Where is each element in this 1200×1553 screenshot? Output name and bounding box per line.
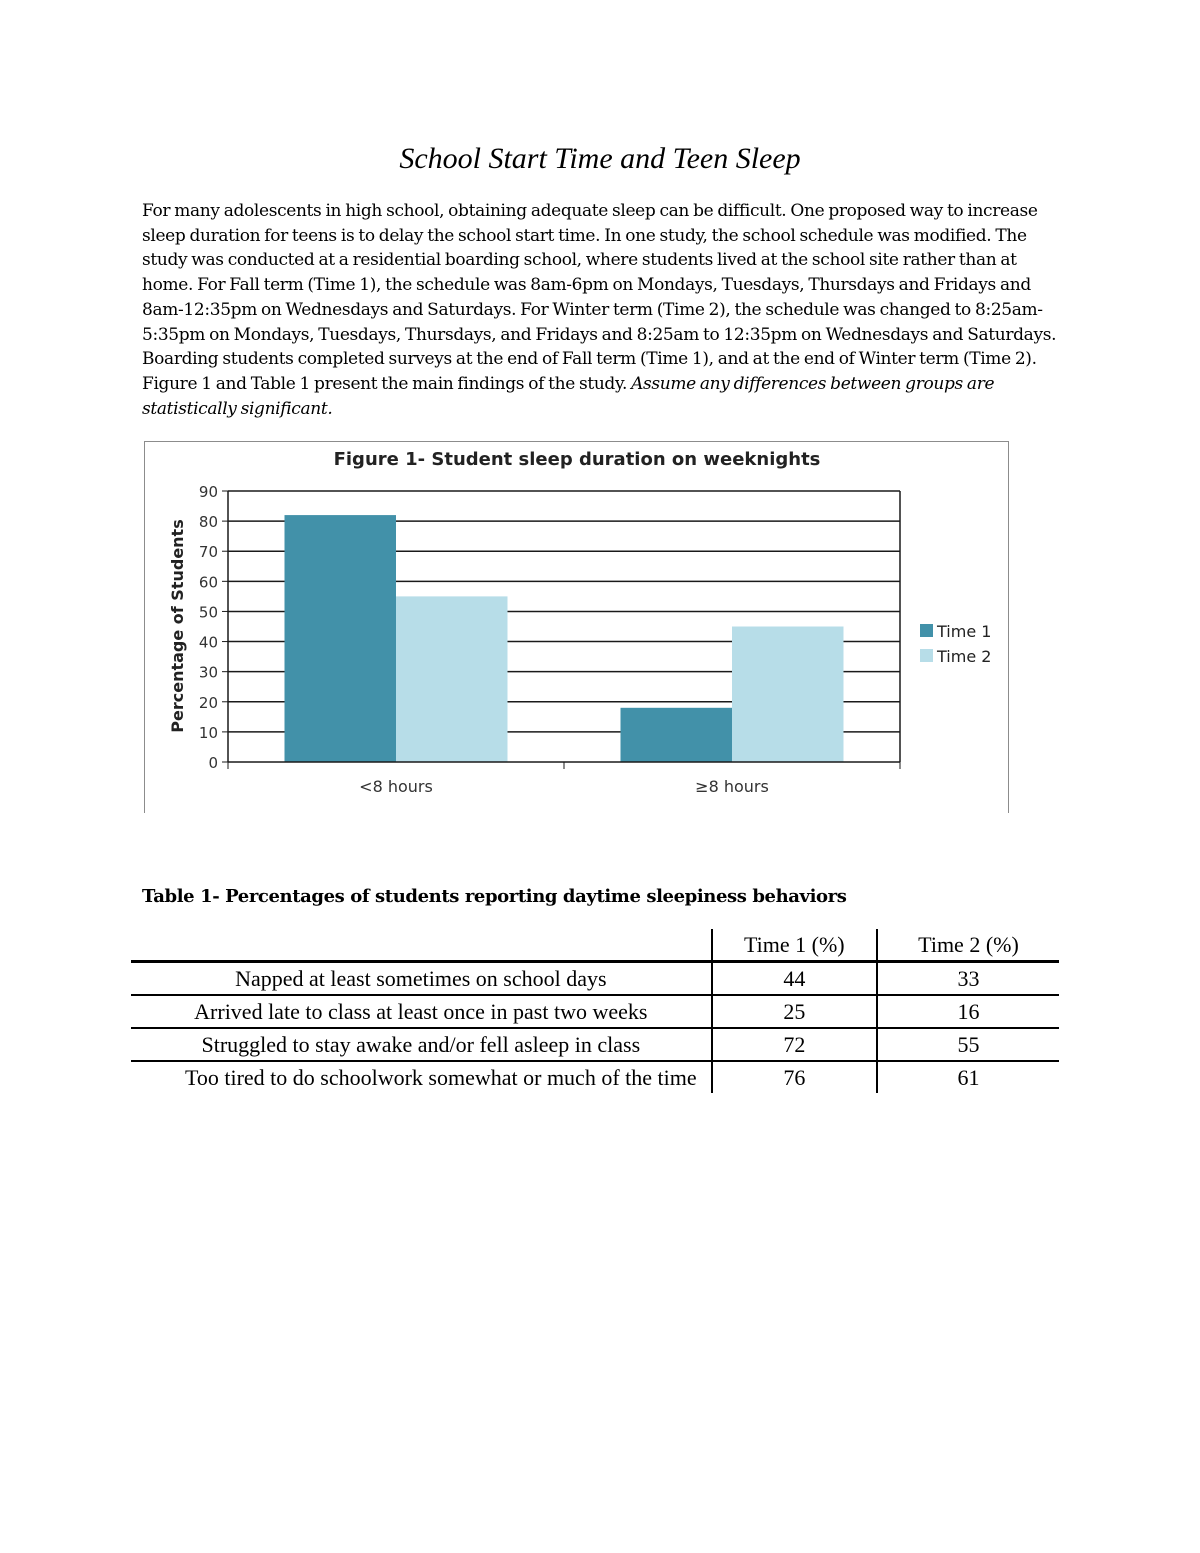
time2-value: 33 — [877, 962, 1059, 996]
bar-time-1 — [285, 515, 397, 762]
row-label: Too tired to do schoolwork somewhat or much of the time — [184, 1064, 697, 1090]
table-title: Table 1- Percentages of students reporting daytime sleepiness behaviors — [142, 886, 847, 907]
table-row — [131, 1061, 1059, 1093]
intro-text: For many adolescents in high school, obtaining adequate sleep can be difficult. One proposed way to increase sleep duration for teens is to delay the school start time. In one study, the school schedule was modified. The study was conducted at a residential boarding school, where students lived at the school site rather than at home. For Fall term (Time 1), the schedule was 8am-6pm on Mondays, Tuesdays, Thursdays and Fridays and 8am-12:35pm on Wednesdays and Saturdays. For Winter term (Time 2), the schedule was changed to 8:25am-5:35pm on Mondays, Tuesdays, Thursdays, and Fridays and 8:25am to 12:35pm on Wednesdays and Saturdays. Boarding students completed surveys at the end of Fall term (Time 1), and at the end of Winter term (Time 2). Figure 1 and Table 1 present the main findings of the study. — [142, 201, 1057, 394]
intro-paragraph — [142, 199, 1062, 421]
time2-value: 61 — [877, 1061, 1059, 1093]
time1-value: 44 — [712, 962, 877, 996]
y-tick-label: 50 — [198, 603, 218, 622]
sleepiness-table — [131, 929, 1059, 1093]
row-label: Arrived late to class at least once in past two weeks — [194, 998, 648, 1024]
table-header-time2: Time 2 (%) — [877, 929, 1059, 962]
chart-title: Figure 1- Student sleep duration on weeknights — [333, 449, 821, 470]
document-title: School Start Time and Teen Sleep — [399, 142, 801, 175]
table-header-row — [131, 929, 1059, 962]
time1-value: 25 — [712, 995, 877, 1028]
y-tick-label: 0 — [208, 754, 218, 772]
legend-label: Time 1 — [937, 622, 992, 641]
intro-emphasis: Assume any differences between groups are statistically significant. — [142, 373, 995, 419]
y-tick-label: 10 — [198, 723, 218, 742]
row-label: Struggled to stay awake and/or fell asleep in class — [201, 1031, 641, 1057]
y-axis-label: Percentage of Students — [168, 519, 187, 733]
bar-time-1 — [621, 708, 733, 762]
time1-value: 72 — [712, 1028, 877, 1061]
y-tick-label: 20 — [198, 693, 218, 712]
table-header-empty — [131, 929, 712, 962]
x-tick-label: <8 hours — [359, 777, 433, 796]
row-label: Napped at least sometimes on school days — [235, 965, 607, 991]
y-tick-label: 70 — [198, 543, 218, 562]
table-row — [131, 995, 1059, 1028]
legend-label: Time 2 — [937, 647, 992, 666]
y-tick-label: 60 — [198, 573, 218, 592]
legend-swatch — [920, 624, 933, 637]
table-row — [131, 962, 1059, 996]
time2-value: 55 — [877, 1028, 1059, 1061]
x-tick-label: ≥8 hours — [695, 777, 769, 796]
table-header-time1: Time 1 (%) — [712, 929, 877, 962]
time2-value: 16 — [877, 995, 1059, 1028]
figure-1-chart — [144, 441, 1009, 813]
time1-value: 76 — [712, 1061, 877, 1093]
table-row — [131, 1028, 1059, 1061]
legend-swatch — [920, 649, 933, 662]
bar-time-2 — [732, 627, 844, 763]
bar-chart-svg — [145, 442, 1010, 814]
y-tick-label: 40 — [198, 633, 218, 652]
y-tick-label: 30 — [198, 663, 218, 682]
y-tick-label: 90 — [198, 483, 218, 501]
y-tick-label: 80 — [198, 513, 218, 532]
bar-time-2 — [396, 596, 508, 762]
